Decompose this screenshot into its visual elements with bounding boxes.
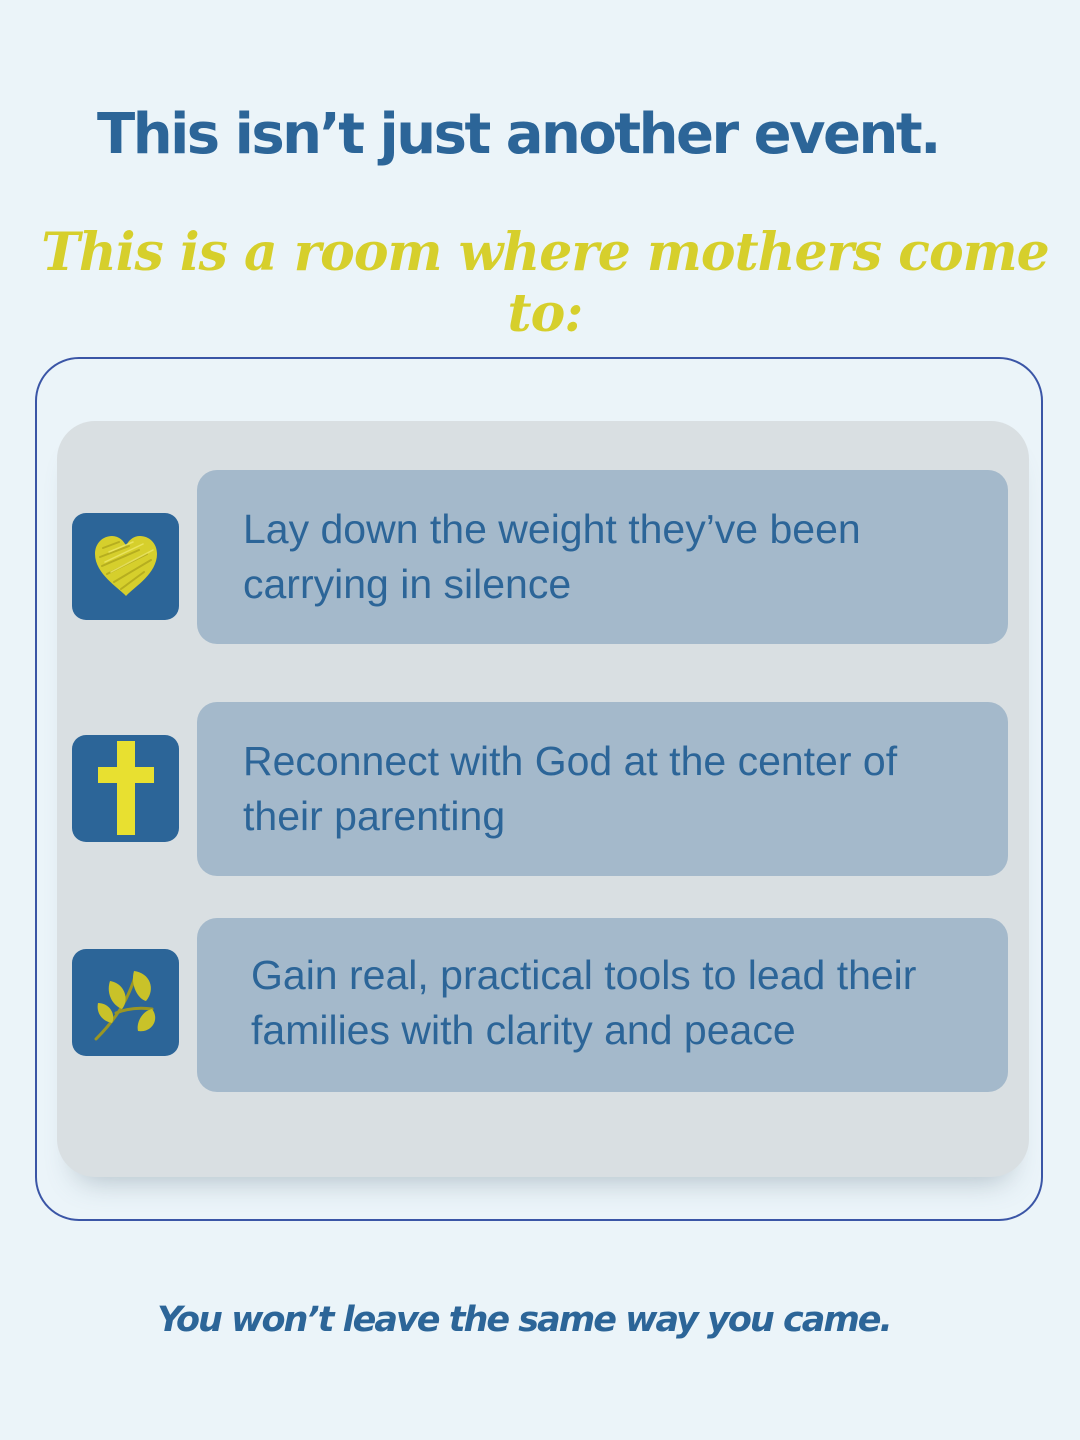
subheadline: This is a room where mothers come to: bbox=[41, 222, 1049, 344]
list-item-text: Lay down the weight they’ve been carrying in silence bbox=[243, 506, 861, 607]
cross-icon bbox=[96, 739, 156, 839]
list-item-2 bbox=[197, 702, 1008, 876]
heart-icon-tile bbox=[72, 513, 179, 620]
list-item-text: Gain real, practical tools to lead their families with clarity and peace bbox=[251, 952, 917, 1053]
footer-tagline: You won’t leave the same way you came. bbox=[157, 1300, 891, 1340]
leaf-icon-tile bbox=[72, 949, 179, 1056]
list-item-text: Reconnect with God at the center of their parenting bbox=[243, 738, 898, 839]
leaf-icon bbox=[86, 963, 166, 1043]
headline: This isn’t just another event. bbox=[97, 102, 939, 167]
list-item-1 bbox=[197, 470, 1008, 644]
heart-icon bbox=[89, 530, 163, 604]
cross-icon-tile bbox=[72, 735, 179, 842]
list-item-3 bbox=[197, 918, 1008, 1092]
